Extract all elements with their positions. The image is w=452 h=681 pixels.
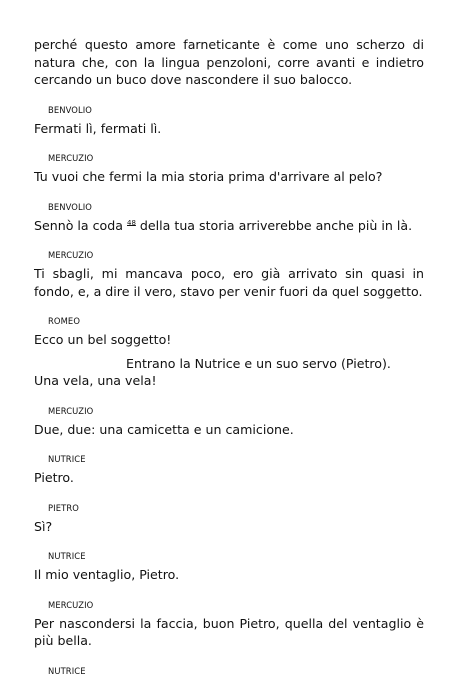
dialogue-block xyxy=(34,250,424,300)
dialogue-line: Pietro. xyxy=(34,470,74,485)
dialogue-block xyxy=(34,454,424,487)
dialogue-block xyxy=(34,202,424,235)
dialogue-block xyxy=(34,503,424,536)
speaker-label: BENVOLIO xyxy=(48,201,93,212)
dialogue-block xyxy=(34,316,424,349)
speaker-label: NUTRICE xyxy=(48,551,86,561)
dialogue-block xyxy=(34,153,424,186)
document-page xyxy=(34,36,424,681)
speaker-label: BENVOLIO xyxy=(48,104,93,115)
dialogue-line: Ti sbagli, mi mancava poco, ero già arrivato sin quasi in fondo, e, a dire il vero, stavo per venir fuori da quel soggetto. xyxy=(34,266,424,299)
dialogue-line: Una vela, una vela! xyxy=(34,373,157,388)
stage-direction: Entrano la Nutrice e un suo servo (Pietro). xyxy=(126,355,391,371)
dialogue-line: Ecco un bel soggetto! xyxy=(34,332,172,347)
dialogue-line: Due, due: una camicetta e un camicione. xyxy=(34,421,294,437)
opening-paragraph: perché questo amore farneticante è come uno scherzo di natura che, con la lingua penzoloni, corre avanti e indietro cercando un buco dove nascondere il suo balocco. xyxy=(34,37,424,87)
speaker-label: MERCUZIO xyxy=(48,250,94,260)
line-text: della tua storia arriverebbe anche più in là. xyxy=(135,217,413,233)
dialogue-line: Tu vuoi che fermi la mia storia prima d'arrivare al pelo? xyxy=(34,169,383,184)
dialogue-line: Sì? xyxy=(34,518,53,534)
dialogue-line: Per nascondersi la faccia, buon Pietro, quella del ventaglio è più bella. xyxy=(34,615,424,648)
dialogue-line: Fermati lì, fermati lì. xyxy=(34,120,162,136)
dialogue-line: Il mio ventaglio, Pietro. xyxy=(34,567,180,582)
speaker-label: MERCUZIO xyxy=(48,599,94,610)
dialogue-block xyxy=(34,600,424,650)
footnote-link[interactable]: 48 xyxy=(127,218,136,227)
speaker-label: PIETRO xyxy=(48,502,79,513)
speaker-label: ROMEO xyxy=(48,316,81,326)
speaker-label: MERCUZIO xyxy=(48,153,94,163)
dialogue-block xyxy=(34,666,424,676)
dialogue-block xyxy=(34,406,424,439)
speaker-label: NUTRICE xyxy=(48,665,86,676)
stage-direction-block xyxy=(34,355,424,390)
dialogue-block xyxy=(34,105,424,138)
speaker-label: NUTRICE xyxy=(48,454,86,464)
dialogue-block xyxy=(34,551,424,584)
speaker-label: MERCUZIO xyxy=(48,405,94,416)
line-text: Sennò la coda xyxy=(34,217,123,233)
dialogue-line xyxy=(34,217,424,235)
